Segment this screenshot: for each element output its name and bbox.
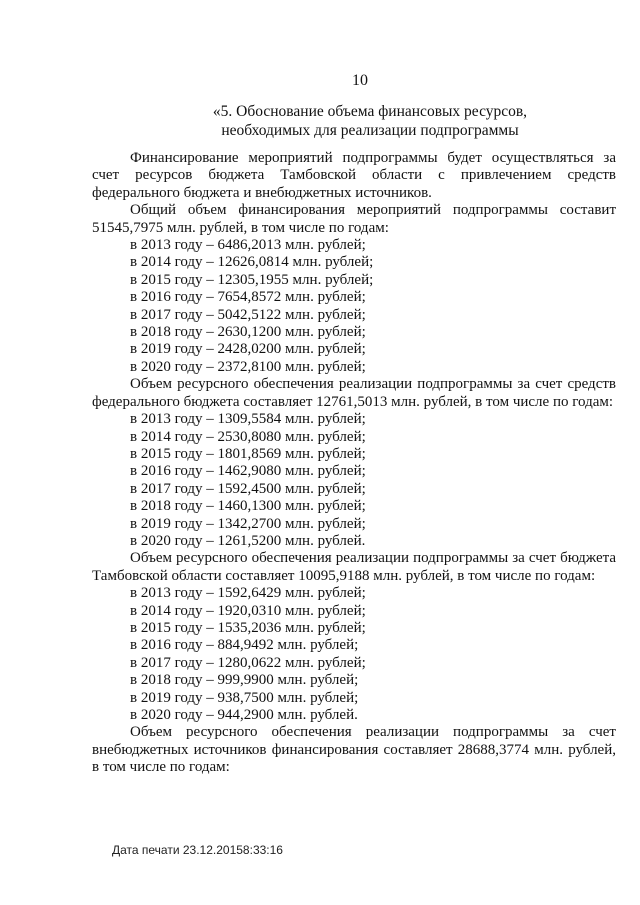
list-item: в 2017 году – 1280,0622 млн. рублей; [130, 654, 366, 671]
list-item: в 2019 году – 2428,0200 млн. рублей; [130, 341, 366, 358]
page-number: 10 [352, 72, 368, 89]
list-item: в 2020 году – 1261,5200 млн. рублей. [130, 532, 366, 549]
federal-funding-list [92, 411, 616, 550]
list-item: в 2017 году – 1592,4500 млн. рублей; [130, 480, 366, 497]
regional-funding-list [92, 585, 616, 724]
list-item: в 2014 году – 2530,8080 млн. рублей; [130, 428, 366, 445]
list-item: в 2020 году – 2372,8100 млн. рублей; [130, 358, 366, 375]
total-funding-paragraph: Общий объем финансирования мероприятий подпрограммы составит 51545,7975 млн. рублей, в том числе по годам: [92, 202, 616, 236]
list-item: в 2013 году – 1592,6429 млн. рублей; [130, 585, 366, 602]
list-item: в 2018 году – 1460,1300 млн. рублей; [130, 498, 366, 515]
list-item: в 2016 году – 7654,8572 млн. рублей; [130, 289, 366, 306]
list-item: в 2020 году – 944,2900 млн. рублей. [130, 707, 358, 723]
list-item: в 2015 году – 12305,1955 млн. рублей; [130, 271, 374, 288]
list-item: в 2019 году – 1342,2700 млн. рублей; [130, 515, 366, 532]
list-item: в 2014 году – 1920,0310 млн. рублей; [130, 602, 366, 619]
section-heading [160, 102, 580, 140]
list-item: в 2016 году – 1462,9080 млн. рублей; [130, 463, 366, 480]
list-item: в 2014 году – 12626,0814 млн. рублей; [130, 254, 374, 271]
list-item: в 2019 году – 938,7500 млн. рублей; [130, 689, 359, 706]
list-item: в 2015 году – 1535,2036 млн. рублей; [130, 619, 366, 636]
list-item: в 2015 году – 1801,8569 млн. рублей; [130, 445, 366, 462]
list-item: в 2013 году – 1309,5584 млн. рублей; [130, 411, 366, 428]
section-heading-line-1: «5. Обоснование объема финансовых ресурсов, [212, 103, 528, 120]
federal-funding-paragraph: Объем ресурсного обеспечения реализации подпрограммы за счет средств федерального бюджета составляет 12761,5013 млн. рублей, в том числе по годам: [92, 376, 616, 410]
extrabudget-funding-paragraph: Объем ресурсного обеспечения реализации подпрограммы за счет внебюджетных источников финансирования составляет 28688,3774 млн. рублей, в том числе по годам: [92, 724, 616, 776]
section-heading-line-2: необходимых для реализации подпрограммы [221, 122, 519, 139]
list-item: в 2016 году – 884,9492 млн. рублей; [130, 637, 359, 654]
list-item: в 2018 году – 999,9900 млн. рублей; [130, 672, 359, 689]
list-item: в 2013 году – 6486,2013 млн. рублей; [130, 237, 366, 254]
print-date: Дата печати 23.12.20158:33:16 [112, 843, 283, 857]
intro-paragraph: Финансирование мероприятий подпрограммы будет осуществляться за счет ресурсов бюджета Тамбовской области с привлечением средств федерального бюджета и внебюджетных источников. [92, 150, 616, 201]
body-text [92, 150, 616, 777]
list-item: в 2018 году – 2630,1200 млн. рублей; [130, 324, 366, 341]
list-item: в 2017 году – 5042,5122 млн. рублей; [130, 306, 366, 323]
total-funding-list [92, 237, 616, 376]
regional-funding-paragraph: Объем ресурсного обеспечения реализации подпрограммы за счет бюджета Тамбовской области составляет 10095,9188 млн. рублей, в том числе по годам: [92, 550, 616, 584]
